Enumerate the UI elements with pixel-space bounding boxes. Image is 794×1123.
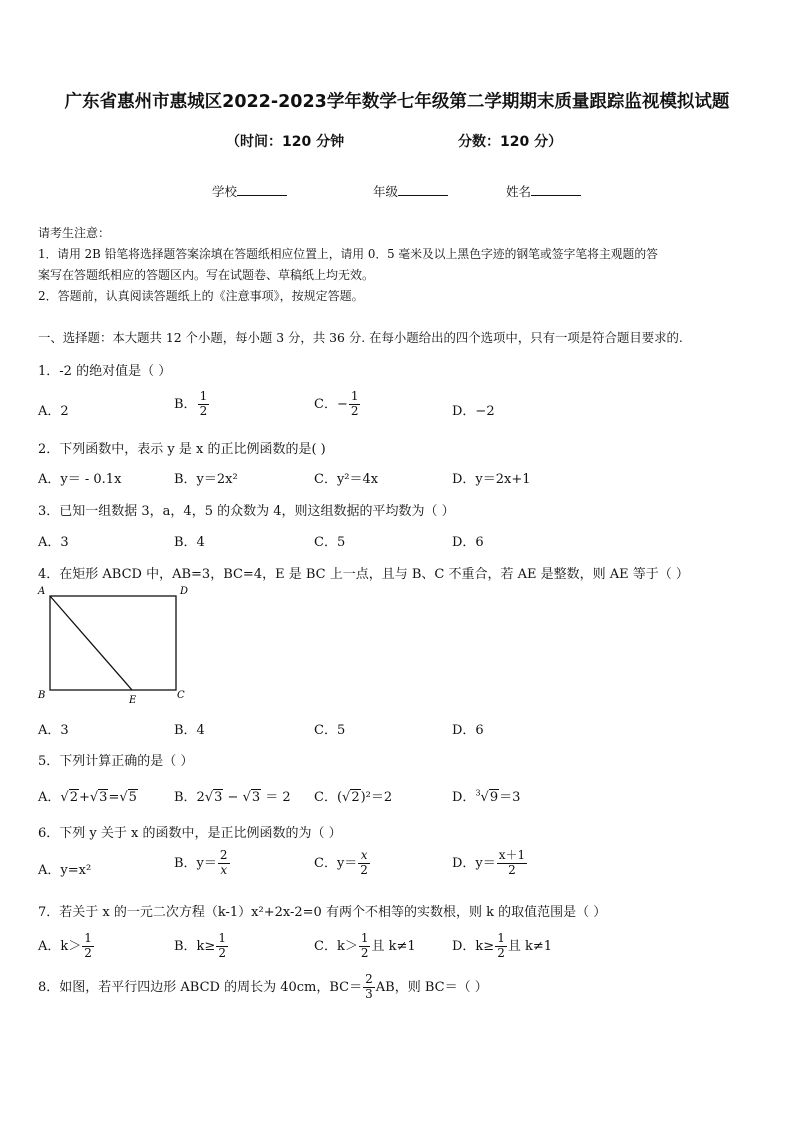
q7-option-a (38, 932, 95, 961)
school-blank[interactable] (237, 183, 287, 196)
q6-d-fraction (497, 849, 527, 878)
q3-option-c: C．5 (314, 535, 346, 550)
q2-option-a: A．y＝ - 0.1x (38, 472, 122, 487)
q7-a-den: 2 (84, 945, 92, 960)
q6-stem: 6．下列 y 关于 x 的函数中，是正比例函数的为（ ） (38, 826, 342, 841)
q7-c-rest: 且 k≠1 (371, 938, 416, 954)
q3-stem: 3．已知一组数据 3，a，4，5 的众数为 4，则这组数据的平均数为（ ） (38, 504, 455, 519)
q5-b-eq: ＝ 2 (261, 790, 291, 805)
q1-option-a: A．2 (38, 404, 69, 419)
q1-c-fraction (349, 390, 361, 419)
q5-b-sqrt-2: √3 (242, 790, 261, 805)
rectangle-abcd (50, 596, 176, 690)
q5-stem: 5．下列计算正确的是（ ） (38, 754, 194, 769)
q7-b-fraction (216, 932, 228, 961)
q7-c-den: 2 (360, 945, 369, 960)
q5-a-rad-2: 3 (99, 790, 108, 805)
school-label: 学校 (212, 184, 238, 199)
q5-b-minus: − (223, 790, 243, 805)
q1-option-c (314, 390, 361, 419)
q7-d-num: 1 (497, 931, 505, 945)
grade-label: 年级 (373, 184, 399, 199)
q7-b-num: 1 (218, 931, 226, 945)
q7-option-b (174, 932, 229, 961)
notice-line-2: 案写在答题纸相应的答题区内。写在试题卷、草稿纸上均无效。 (38, 268, 375, 282)
q5-option-a (38, 786, 138, 805)
grade-blank[interactable] (398, 183, 448, 196)
q5-a-plus: + (78, 790, 90, 805)
q5-b-rad-2: 3 (251, 790, 261, 805)
q5-c-sqrt: √2 (342, 790, 360, 805)
q6-b-num: 2 (219, 848, 228, 862)
q7-d-label: D．k≥ (452, 938, 495, 954)
q5-a-label: A． (38, 790, 61, 805)
q7-d-fraction (495, 932, 507, 961)
q5-b-label: B．2 (174, 790, 205, 805)
q4-option-c: C．5 (314, 723, 346, 738)
q5-a-sqrt-3: √5 (119, 790, 137, 805)
q1-c-num: 1 (350, 389, 359, 403)
q7-stem: 7．若关于 x 的一元二次方程（k-1）x²+2x-2=0 有两个不相等的实数根，则 k 的取值范围是（ ） (38, 905, 607, 920)
q8-stem (38, 973, 488, 1002)
q7-a-fraction (82, 932, 94, 961)
q7-d-den: 2 (497, 945, 505, 960)
q4-option-b: B．4 (174, 723, 205, 738)
q4-rectangle-figure (34, 582, 204, 710)
q5-d-rest: ＝3 (499, 790, 521, 805)
q1-c-den: 2 (350, 403, 359, 418)
q6-d-den: 2 (508, 862, 516, 877)
q6-b-label: B．y＝ (174, 855, 217, 871)
q5-d-index: 3 (475, 788, 481, 798)
q7-option-d (452, 932, 552, 961)
q1-b-den: 2 (199, 403, 208, 418)
q3-option-b: B．4 (174, 535, 205, 550)
notice-line-1: 1．请用 2B 铅笔将选择题答案涂填在答题纸相应位置上，请用 0．5 毫米及以上黑色字迹的钢笔或签字笔将主观题的答 (38, 247, 658, 261)
q5-d-sqrt: √9 (480, 790, 499, 805)
q4-stem: 4．在矩形 ABCD 中，AB=3，BC=4，E 是 BC 上一点，且与 B、C 不重合，若 AE 是整数，则 AE 等于（ ） (38, 567, 689, 582)
label-a: A (38, 586, 46, 597)
q6-option-a: A．y=x² (38, 863, 92, 878)
q1-b-fraction (198, 390, 210, 419)
q5-d-rad: 9 (489, 790, 499, 805)
q7-option-c (314, 932, 416, 961)
q5-c-label: C．( (314, 790, 343, 805)
q7-d-rest: 且 k≠1 (507, 938, 553, 954)
q1-stem: 1．-2 的绝对值是（ ） (38, 364, 172, 379)
q5-a-sqrt-1: √2 (60, 790, 78, 805)
q5-option-d (452, 786, 520, 805)
section-heading: 一、选择题：本大题共 12 个小题，每小题 3 分，共 36 分. 在每小题给出的四个选项中，只有一项是符合题目要求的. (38, 330, 683, 345)
q6-b-den: x (220, 862, 228, 877)
exam-score: 分数：120 分） (458, 134, 563, 150)
q1-b-num: 1 (199, 389, 208, 403)
q1-c-label: C．− (314, 396, 348, 412)
q7-c-fraction (359, 932, 371, 961)
q8-stem-part1: 8．如图，若平行四边形 ABCD 的周长为 40cm，BC＝ (38, 979, 363, 995)
q5-a-eq: = (108, 790, 120, 805)
q7-a-label: A．k＞ (38, 938, 82, 954)
label-e: E (129, 695, 137, 706)
name-label: 姓名 (506, 184, 532, 199)
q5-b-rad-1: 3 (214, 790, 223, 805)
q7-a-num: 1 (84, 931, 92, 945)
q5-a-sqrt-2: √3 (89, 790, 108, 805)
q6-c-label: C．y＝ (314, 855, 358, 871)
q8-fraction (363, 973, 375, 1002)
q2-option-b: B．y＝2x² (174, 472, 238, 487)
q5-a-rad-1: 2 (69, 790, 78, 805)
q4-option-a: A．3 (38, 723, 69, 738)
q6-c-num: x (358, 849, 370, 864)
q8-den: 3 (365, 986, 373, 1001)
q5-b-sqrt-1: √3 (204, 790, 223, 805)
exam-time: （时间：120 分钟 (226, 134, 345, 150)
school-field (212, 182, 287, 200)
label-b: B (38, 690, 46, 701)
q5-d-label: D． (452, 790, 476, 805)
notice-line-3: 2．答题前，认真阅读答题纸上的《注意事项》，按规定答题。 (38, 289, 364, 303)
q2-option-d: D．y＝2x+1 (452, 472, 531, 487)
grade-field (373, 182, 448, 200)
q7-b-label: B．k≥ (174, 938, 216, 954)
q5-c-rad: 2 (351, 790, 360, 805)
q1-option-d: D．−2 (452, 404, 495, 419)
q1-b-label: B． (174, 396, 197, 412)
page-title: 广东省惠州市惠城区2022-2023学年数学七年级第二学期期末质量跟踪监视模拟试题 (64, 92, 730, 112)
label-d: D (180, 586, 189, 597)
q8-num: 2 (365, 972, 373, 986)
q5-option-c (314, 786, 392, 805)
q7-c-label: C．k＞ (314, 938, 358, 954)
q7-c-num: 1 (360, 931, 369, 945)
q2-stem: 2．下列函数中，表示 y 是 x 的正比例函数的是( ) (38, 442, 326, 457)
q3-option-a: A．3 (38, 535, 69, 550)
q4-option-d: D．6 (452, 723, 484, 738)
q5-a-rad-3: 5 (128, 790, 137, 805)
name-blank[interactable] (531, 183, 581, 196)
q6-c-fraction (358, 849, 370, 878)
segment-ae (50, 596, 132, 690)
q1-option-b (174, 390, 210, 419)
q3-option-d: D．6 (452, 535, 484, 550)
q6-c-den: 2 (360, 862, 368, 877)
q6-d-num: x＋1 (498, 848, 526, 862)
q8-stem-part2: AB，则 BC＝（ ） (375, 979, 488, 995)
q6-option-b (174, 849, 231, 878)
q6-option-c (314, 849, 371, 878)
notice-heading: 请考生注意： (38, 226, 111, 240)
q7-b-den: 2 (218, 945, 226, 960)
label-c: C (177, 690, 185, 701)
q5-c-rest: )²＝2 (360, 790, 393, 805)
q2-option-c: C．y²＝4x (314, 472, 379, 487)
q5-option-b (174, 786, 291, 805)
q6-b-fraction (218, 849, 230, 878)
name-field (506, 182, 581, 200)
q6-d-label: D．y＝ (452, 855, 496, 871)
q6-option-d (452, 849, 528, 878)
